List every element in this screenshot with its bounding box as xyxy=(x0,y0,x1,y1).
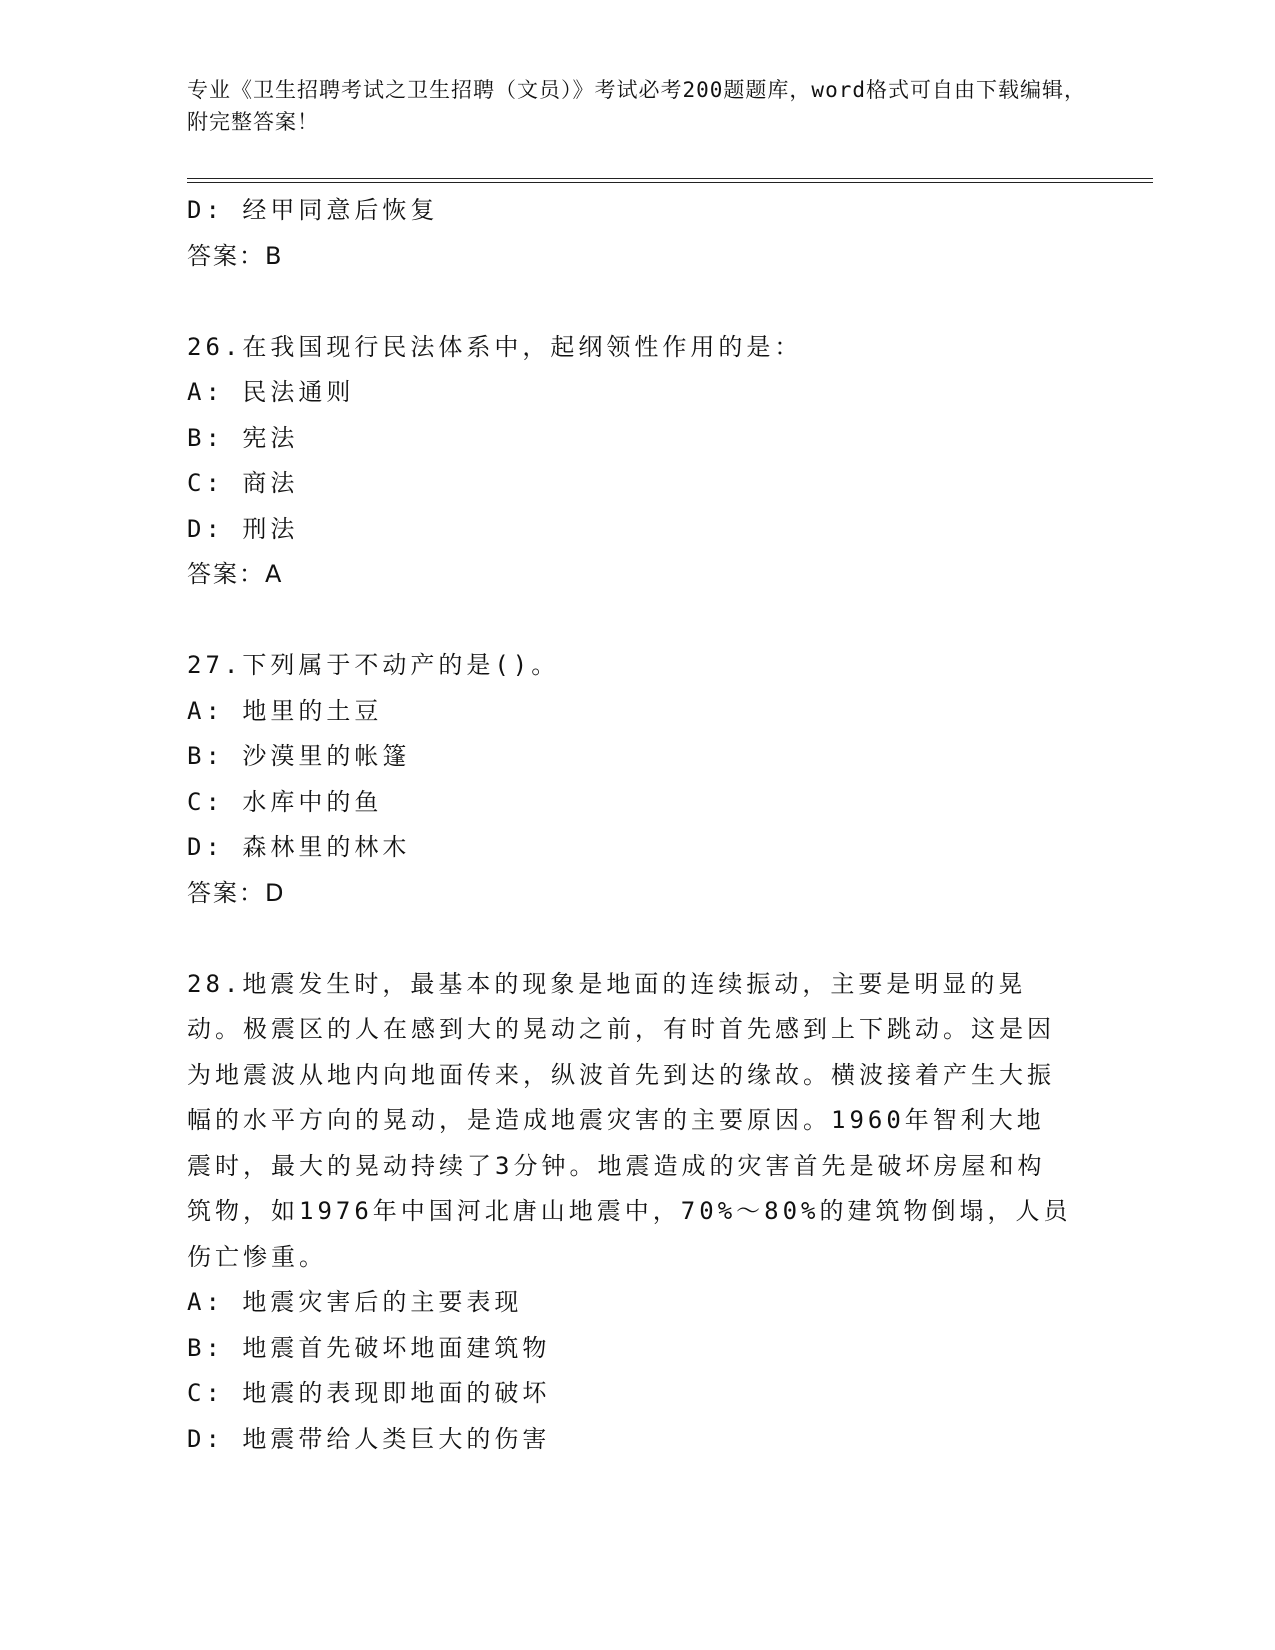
prev-option-d: D: 经甲同意后恢复 xyxy=(187,196,439,224)
question-28-option-a: A: 地震灾害后的主要表现 xyxy=(187,1288,523,1316)
prev-answer: 答案：B xyxy=(187,241,284,270)
header-divider-bottom xyxy=(187,182,1153,183)
question-27-option-d: D: 森林里的林木 xyxy=(187,833,411,861)
question-26 xyxy=(187,325,1087,598)
header-divider-top xyxy=(187,178,1153,179)
question-28-option-c: C: 地震的表现即地面的破坏 xyxy=(187,1379,551,1407)
question-28-option-d: D: 地震带给人类巨大的伤害 xyxy=(187,1424,551,1453)
question-27-answer: 答案：D xyxy=(187,878,286,907)
question-list xyxy=(187,188,1087,1462)
question-26-option-a: A: 民法通则 xyxy=(187,378,355,406)
question-26-stem: 26.在我国现行民法体系中，起纲领性作用的是： xyxy=(187,332,803,361)
question-27-option-a: A: 地里的土豆 xyxy=(187,696,383,725)
question-27-option-c: C: 水库中的鱼 xyxy=(187,787,383,816)
question-27-stem: 27.下列属于不动产的是()。 xyxy=(187,651,560,679)
question-27-option-b: B: 沙漠里的帐篷 xyxy=(187,742,411,770)
document-header: 专业《卫生招聘考试之卫生招聘（文员）》考试必考200题题库，word格式可自由下载编辑，附完整答案！ xyxy=(187,78,1086,134)
question-28-option-b: B: 地震首先破坏地面建筑物 xyxy=(187,1333,551,1362)
spacer xyxy=(187,279,1087,325)
question-26-option-d: D: 刑法 xyxy=(187,514,299,543)
spacer xyxy=(187,598,1087,644)
question-28-stem: 28.地震发生时，最基本的现象是地面的连续振动，主要是明显的晃动。极震区的人在感到大的晃动之前，有时首先感到上下跳动。这是因为地震波从地内向地面传来，纵波首先到达的缘故。横波接着产生大振幅的水平方向的晃动，是造成地震灾害的主要原因。1960年智利大地震时，最大的晃动持续了3分钟。地震造成的灾害首先是破坏房屋和构筑物，如1976年中国河北唐山地震中，70%～80%的建筑物倒塌，人员伤亡惨重。 xyxy=(187,969,1072,1271)
question-28 xyxy=(187,962,1087,1463)
question-26-option-c: C: 商法 xyxy=(187,469,299,497)
question-27 xyxy=(187,643,1087,916)
spacer xyxy=(187,916,1087,962)
question-26-option-b: B: 宪法 xyxy=(187,423,299,452)
question-26-answer: 答案：A xyxy=(187,560,284,588)
